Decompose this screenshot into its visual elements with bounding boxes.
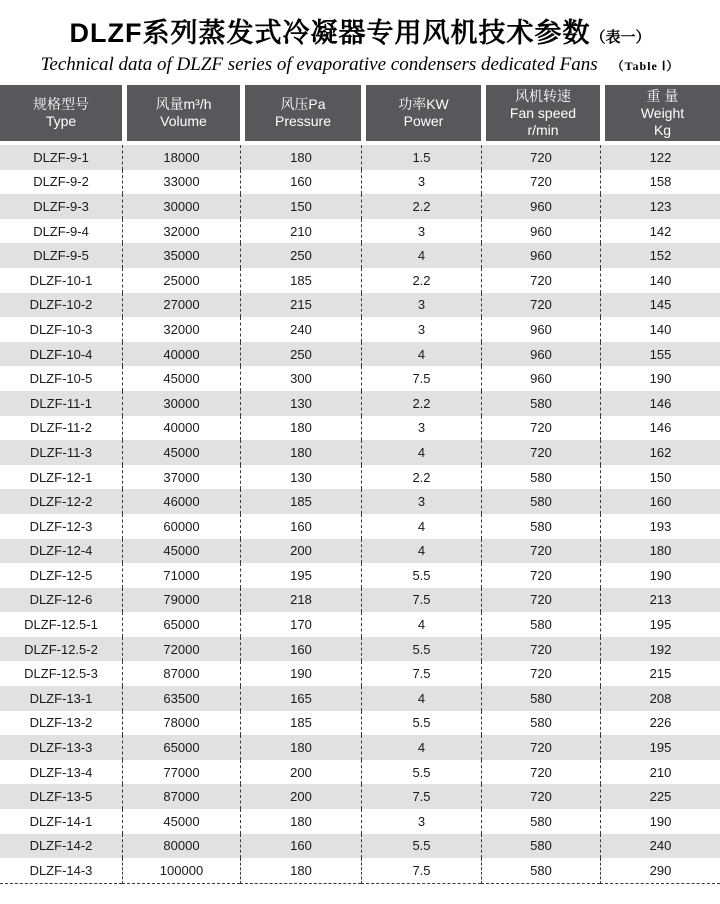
table-cell: 30000	[122, 194, 240, 219]
table-cell: DLZF-13-4	[0, 760, 122, 785]
table-cell: 160	[240, 834, 361, 859]
table-body	[0, 145, 720, 884]
table-cell: 180	[240, 809, 361, 834]
table-header	[0, 85, 720, 145]
table-cell: 580	[481, 465, 600, 490]
table-cell: 32000	[122, 219, 240, 244]
column-header-volume	[122, 85, 240, 145]
table-row	[0, 243, 720, 268]
table-cell: DLZF-9-2	[0, 170, 122, 195]
table-cell: 77000	[122, 760, 240, 785]
table-cell: 580	[481, 686, 600, 711]
table-cell: 146	[600, 391, 720, 416]
table-cell: 580	[481, 711, 600, 736]
table-cell: DLZF-12.5-1	[0, 612, 122, 637]
table-cell: 65000	[122, 735, 240, 760]
table-cell: 190	[600, 563, 720, 588]
table-cell: 720	[481, 539, 600, 564]
column-header-cn: 规格型号	[33, 96, 89, 112]
table-cell: 158	[600, 170, 720, 195]
table-cell: DLZF-14-1	[0, 809, 122, 834]
table-cell: 123	[600, 194, 720, 219]
table-cell: 145	[600, 293, 720, 318]
table-cell: DLZF-9-4	[0, 219, 122, 244]
table-row	[0, 170, 720, 195]
table-cell: 5.5	[361, 563, 481, 588]
table-cell: 190	[600, 366, 720, 391]
table-cell: 960	[481, 366, 600, 391]
table-row	[0, 317, 720, 342]
table-cell: 208	[600, 686, 720, 711]
table-row	[0, 465, 720, 490]
table-cell: 3	[361, 416, 481, 441]
table-header-row	[0, 85, 720, 145]
table-cell: DLZF-12.5-2	[0, 637, 122, 662]
table-cell: DLZF-12-4	[0, 539, 122, 564]
table-row	[0, 268, 720, 293]
table-cell: 63500	[122, 686, 240, 711]
table-row	[0, 834, 720, 859]
table-row	[0, 514, 720, 539]
table-cell: 250	[240, 243, 361, 268]
table-row	[0, 637, 720, 662]
table-cell: 5.5	[361, 760, 481, 785]
table-cell: 40000	[122, 342, 240, 367]
table-cell: 7.5	[361, 858, 481, 884]
table-cell: DLZF-10-5	[0, 366, 122, 391]
table-cell: 37000	[122, 465, 240, 490]
page-subtitle-text: Technical data of DLZF series of evaporative condensers dedicated Fans	[40, 54, 598, 75]
table-cell: DLZF-13-2	[0, 711, 122, 736]
table-cell: 3	[361, 170, 481, 195]
table-cell: 3	[361, 219, 481, 244]
table-cell: 79000	[122, 588, 240, 613]
page-title	[0, 18, 720, 53]
table-cell: 210	[240, 219, 361, 244]
table-cell: 152	[600, 243, 720, 268]
table-cell: 4	[361, 539, 481, 564]
table-row	[0, 440, 720, 465]
table-cell: 195	[600, 612, 720, 637]
table-cell: 720	[481, 760, 600, 785]
table-row	[0, 588, 720, 613]
table-cell: 580	[481, 612, 600, 637]
column-header-en: Pressure	[274, 113, 332, 129]
table-cell: DLZF-12.5-3	[0, 661, 122, 686]
table-cell: 2.2	[361, 391, 481, 416]
table-cell: 160	[600, 489, 720, 514]
table-cell: 71000	[122, 563, 240, 588]
table-cell: 580	[481, 514, 600, 539]
table-cell: 720	[481, 293, 600, 318]
table-cell: 33000	[122, 170, 240, 195]
column-header-en: Fan speed	[509, 104, 577, 121]
table-cell: 40000	[122, 416, 240, 441]
table-cell: 160	[240, 514, 361, 539]
table-row	[0, 563, 720, 588]
table-row	[0, 391, 720, 416]
table-cell: 4	[361, 612, 481, 637]
table-row	[0, 219, 720, 244]
table-cell: 3	[361, 317, 481, 342]
table-cell: 960	[481, 243, 600, 268]
table-cell: 165	[240, 686, 361, 711]
table-cell: 80000	[122, 834, 240, 859]
table-cell: 4	[361, 735, 481, 760]
table-cell: 35000	[122, 243, 240, 268]
table-cell: 215	[240, 293, 361, 318]
table-cell: 162	[600, 440, 720, 465]
table-cell: 200	[240, 539, 361, 564]
table-cell: 200	[240, 760, 361, 785]
table-cell: 155	[600, 342, 720, 367]
table-cell: 580	[481, 858, 600, 884]
table-cell: DLZF-12-1	[0, 465, 122, 490]
table-cell: 4	[361, 440, 481, 465]
table-cell: 1.5	[361, 145, 481, 170]
table-cell: 65000	[122, 612, 240, 637]
table-row	[0, 612, 720, 637]
table-row	[0, 760, 720, 785]
table-cell: 2.2	[361, 268, 481, 293]
table-cell: 210	[600, 760, 720, 785]
table-cell: 87000	[122, 661, 240, 686]
table-cell: 960	[481, 342, 600, 367]
table-cell: 5.5	[361, 834, 481, 859]
table-cell: 185	[240, 489, 361, 514]
table-cell: DLZF-9-3	[0, 194, 122, 219]
page-subtitle	[0, 53, 720, 78]
table-cell: 32000	[122, 317, 240, 342]
table-cell: 160	[240, 170, 361, 195]
table-cell: 2.2	[361, 194, 481, 219]
table-row	[0, 686, 720, 711]
table-cell: 720	[481, 637, 600, 662]
table-cell: 7.5	[361, 588, 481, 613]
page-subtitle-suffix: （Table Ⅰ）	[611, 59, 680, 73]
table-cell: 226	[600, 711, 720, 736]
table-row	[0, 809, 720, 834]
table-cell: 160	[240, 637, 361, 662]
table-cell: 195	[600, 735, 720, 760]
table-cell: 180	[240, 416, 361, 441]
table-cell: 720	[481, 268, 600, 293]
table-cell: 72000	[122, 637, 240, 662]
column-header-unit: r/min	[527, 121, 559, 138]
table-cell: 140	[600, 317, 720, 342]
table-cell: 78000	[122, 711, 240, 736]
column-header-unit: Kg	[653, 121, 672, 138]
table-cell: 185	[240, 268, 361, 293]
table-cell: 580	[481, 809, 600, 834]
table-cell: DLZF-12-3	[0, 514, 122, 539]
table-cell: DLZF-14-3	[0, 858, 122, 884]
table-cell: 3	[361, 489, 481, 514]
table-cell: 18000	[122, 145, 240, 170]
column-header-cn: 功率KW	[398, 96, 449, 112]
table-cell: 720	[481, 416, 600, 441]
table-cell: 100000	[122, 858, 240, 884]
title-block	[0, 0, 720, 78]
table-cell: 142	[600, 219, 720, 244]
table-cell: 720	[481, 784, 600, 809]
column-header-type	[0, 85, 122, 145]
table-cell: 5.5	[361, 711, 481, 736]
column-header-en: Type	[45, 113, 77, 129]
table-row	[0, 858, 720, 884]
table-cell: 720	[481, 588, 600, 613]
table-cell: 960	[481, 194, 600, 219]
table-row	[0, 661, 720, 686]
table-cell: 87000	[122, 784, 240, 809]
table-cell: DLZF-9-5	[0, 243, 122, 268]
table-cell: 27000	[122, 293, 240, 318]
table-row	[0, 784, 720, 809]
table-cell: 250	[240, 342, 361, 367]
table-row	[0, 416, 720, 441]
table-cell: 720	[481, 170, 600, 195]
column-header-cn: 风机转速	[515, 87, 571, 104]
table-cell: 580	[481, 834, 600, 859]
table-row	[0, 539, 720, 564]
table-cell: 2.2	[361, 465, 481, 490]
table-cell: 122	[600, 145, 720, 170]
table-row	[0, 145, 720, 170]
table-cell: DLZF-13-3	[0, 735, 122, 760]
table-cell: 5.5	[361, 637, 481, 662]
table-cell: 195	[240, 563, 361, 588]
table-cell: 60000	[122, 514, 240, 539]
table-cell: 7.5	[361, 784, 481, 809]
table-cell: DLZF-12-6	[0, 588, 122, 613]
table-cell: 240	[240, 317, 361, 342]
table-cell: 146	[600, 416, 720, 441]
table-row	[0, 342, 720, 367]
column-header-cn: 风量m³/h	[155, 96, 212, 112]
table-cell: 720	[481, 735, 600, 760]
table-cell: DLZF-9-1	[0, 145, 122, 170]
table-cell: 3	[361, 809, 481, 834]
table-row	[0, 366, 720, 391]
column-header-cn: 重 量	[646, 87, 679, 104]
column-header-fan-speed	[481, 85, 600, 145]
column-header-cn: 风压Pa	[280, 96, 326, 112]
table-cell: DLZF-11-3	[0, 440, 122, 465]
table-cell: 580	[481, 391, 600, 416]
table-cell: DLZF-10-4	[0, 342, 122, 367]
table-cell: 180	[240, 858, 361, 884]
table-cell: 200	[240, 784, 361, 809]
table-cell: 150	[240, 194, 361, 219]
table-cell: 720	[481, 145, 600, 170]
table-cell: 7.5	[361, 661, 481, 686]
table-cell: 213	[600, 588, 720, 613]
table-cell: 4	[361, 243, 481, 268]
table-cell: 46000	[122, 489, 240, 514]
table-cell: 720	[481, 440, 600, 465]
table-cell: 150	[600, 465, 720, 490]
table-cell: 4	[361, 686, 481, 711]
column-header-en: Power	[403, 113, 444, 129]
column-header-power	[361, 85, 481, 145]
table-cell: 30000	[122, 391, 240, 416]
table-row	[0, 293, 720, 318]
table-cell: 180	[240, 735, 361, 760]
table-cell: 215	[600, 661, 720, 686]
table-cell: DLZF-13-5	[0, 784, 122, 809]
table-cell: 180	[600, 539, 720, 564]
table-cell: DLZF-11-1	[0, 391, 122, 416]
table-row	[0, 194, 720, 219]
table-cell: 140	[600, 268, 720, 293]
column-header-weight	[600, 85, 720, 145]
page-title-text: DLZF系列蒸发式冷凝器专用风机技术参数	[69, 18, 591, 48]
table-cell: 45000	[122, 366, 240, 391]
column-header-pressure	[240, 85, 361, 145]
table-cell: 960	[481, 317, 600, 342]
table-cell: 192	[600, 637, 720, 662]
table-cell: 185	[240, 711, 361, 736]
table-cell: 960	[481, 219, 600, 244]
table-cell: 193	[600, 514, 720, 539]
table-row	[0, 489, 720, 514]
table-cell: 180	[240, 145, 361, 170]
table-cell: 720	[481, 563, 600, 588]
table-cell: DLZF-12-5	[0, 563, 122, 588]
table-cell: 4	[361, 342, 481, 367]
table-cell: 7.5	[361, 366, 481, 391]
table-cell: DLZF-11-2	[0, 416, 122, 441]
table-cell: DLZF-12-2	[0, 489, 122, 514]
table-cell: 190	[600, 809, 720, 834]
table-cell: DLZF-10-3	[0, 317, 122, 342]
table-cell: DLZF-10-1	[0, 268, 122, 293]
column-header-en: Weight	[640, 104, 685, 121]
table-cell: 580	[481, 489, 600, 514]
table-cell: 290	[600, 858, 720, 884]
table-cell: DLZF-14-2	[0, 834, 122, 859]
table-cell: 45000	[122, 539, 240, 564]
table-cell: 45000	[122, 440, 240, 465]
table-cell: DLZF-10-2	[0, 293, 122, 318]
table-cell: 180	[240, 440, 361, 465]
table-cell: 225	[600, 784, 720, 809]
table-cell: 218	[240, 588, 361, 613]
table-cell: 190	[240, 661, 361, 686]
spec-table	[0, 85, 720, 884]
table-cell: 25000	[122, 268, 240, 293]
page-title-suffix: （表一）	[590, 29, 651, 46]
table-cell: 170	[240, 612, 361, 637]
table-cell: 4	[361, 514, 481, 539]
table-cell: 130	[240, 465, 361, 490]
table-cell: 300	[240, 366, 361, 391]
table-row	[0, 711, 720, 736]
table-cell: 130	[240, 391, 361, 416]
table-cell: 3	[361, 293, 481, 318]
table-cell: 45000	[122, 809, 240, 834]
table-cell: 720	[481, 661, 600, 686]
table-cell: 240	[600, 834, 720, 859]
column-header-en: Volume	[160, 113, 207, 129]
table-row	[0, 735, 720, 760]
table-cell: DLZF-13-1	[0, 686, 122, 711]
